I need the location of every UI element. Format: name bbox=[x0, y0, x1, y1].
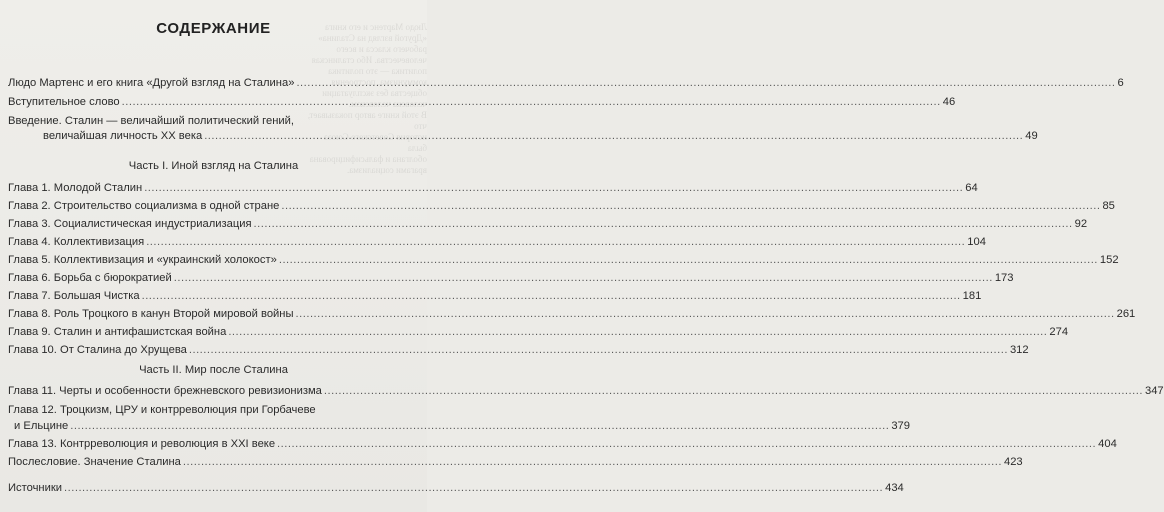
toc-entry[interactable]: Глава 12. Троцкизм, ЦРУ и контрреволюция при Горбачеве bbox=[8, 404, 316, 416]
show-through-text: Людо Мартенс и его книга «Другой взгляд на Сталина» рабочего класса и всего человечества. Ибо сталинская политика — это политика коммунизма, построения общества без эксплуатации человека человеком. В этой книге автор показывает, что история Советского Союза была оболгана и фальсифицирована врагами социализма. bbox=[307, 22, 427, 175]
toc-entry[interactable]: Глава 10. От Сталина до Хрущева ..... 312 bbox=[8, 344, 416, 356]
leader-dots bbox=[204, 130, 1023, 142]
leader-dots bbox=[296, 308, 1115, 320]
leader-dots bbox=[174, 272, 993, 284]
leader-dots bbox=[144, 182, 963, 194]
toc-entry-continuation[interactable]: и Ельцине ..... 379 bbox=[14, 420, 416, 432]
leader-dots bbox=[142, 290, 961, 302]
toc-entry[interactable]: Глава 1. Молодой Сталин ..... 64 bbox=[8, 182, 416, 194]
leader-dots bbox=[228, 326, 1047, 338]
toc-title: СОДЕРЖАНИЕ bbox=[156, 20, 271, 37]
toc-entry[interactable]: Глава 2. Строительство социализма в одной стране ..... 85 bbox=[8, 200, 416, 212]
toc-entry[interactable]: Глава 7. Большая Чистка ..... 181 bbox=[8, 290, 416, 302]
toc-entry[interactable]: Глава 9. Сталин и антифашистская война ..... 274 bbox=[8, 326, 416, 338]
leader-dots bbox=[64, 482, 883, 494]
leader-dots bbox=[70, 420, 889, 432]
toc-entry[interactable]: Глава 4. Коллективизация ..... 104 bbox=[8, 236, 416, 248]
leader-dots bbox=[296, 77, 1115, 89]
toc-entry[interactable]: Источники ..... 434 bbox=[8, 482, 416, 494]
leader-dots bbox=[189, 344, 1008, 356]
leader-dots bbox=[279, 254, 1098, 266]
toc-entry[interactable]: Глава 8. Роль Троцкого в канун Второй мировой войны ..... 261 bbox=[8, 308, 416, 320]
leader-dots bbox=[281, 200, 1100, 212]
toc-entry-continuation[interactable]: величайшая личность XX века ..... 49 bbox=[43, 130, 416, 142]
toc-entry[interactable]: Глава 13. Контрреволюция и революция в XXI веке ..... 404 bbox=[8, 438, 416, 450]
part-1-heading: Часть I. Иной взгляд на Сталина bbox=[128, 160, 299, 172]
leader-dots bbox=[277, 438, 1096, 450]
leader-dots bbox=[146, 236, 965, 248]
part-2-heading: Часть II. Мир после Сталина bbox=[139, 364, 288, 376]
leader-dots bbox=[324, 385, 1143, 397]
leader-dots bbox=[183, 456, 1002, 468]
toc-entry[interactable]: Послесловие. Значение Сталина ..... 423 bbox=[8, 456, 416, 468]
toc-entry[interactable]: Глава 3. Социалистическая индустриализация ..... 92 bbox=[8, 218, 416, 230]
toc-entry[interactable]: Людо Мартенс и его книга «Другой взгляд на Сталина» ..... 6 bbox=[8, 77, 416, 89]
leader-dots bbox=[122, 96, 941, 108]
toc-entry[interactable]: Глава 11. Черты и особенности брежневского ревизионизма ..... 347 bbox=[8, 385, 416, 397]
toc-entry[interactable]: Глава 6. Борьба с бюрократией ..... 173 bbox=[8, 272, 416, 284]
toc-entry[interactable]: Глава 5. Коллективизация и «украинский холокост» ..... 152 bbox=[8, 254, 416, 266]
leader-dots bbox=[254, 218, 1073, 230]
toc-entry[interactable]: Вступительное слово ..... 46 bbox=[8, 96, 416, 108]
toc-entry[interactable]: Введение. Сталин — величайший политический гений, bbox=[8, 115, 295, 127]
